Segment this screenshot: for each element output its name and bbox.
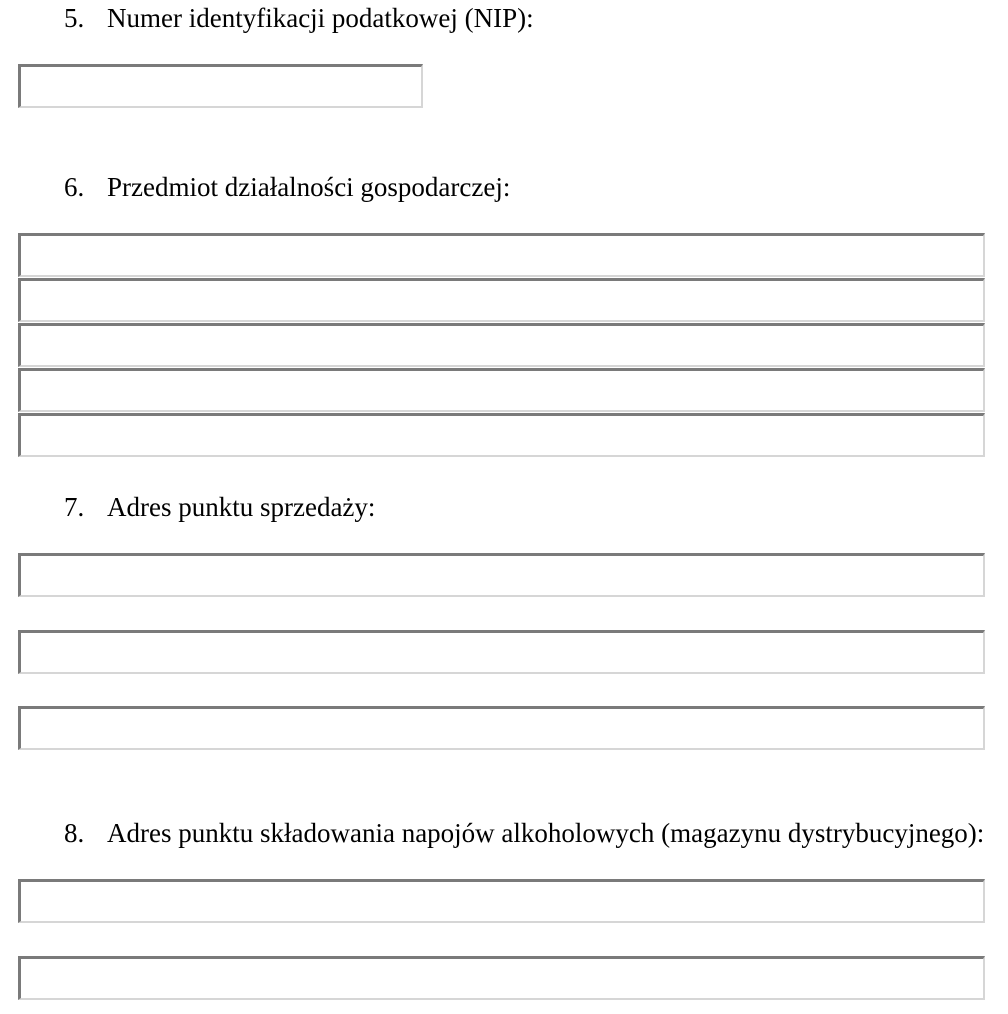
sales-point-address-field-1[interactable] — [18, 553, 985, 597]
section-6-number: 6. — [64, 172, 85, 202]
nip-field[interactable] — [18, 64, 423, 108]
section-7-label: Adres punktu sprzedaży: — [107, 492, 376, 522]
section-8-number: 8. — [64, 818, 85, 848]
sales-point-address-field-2[interactable] — [18, 630, 985, 674]
section-6-label: Przedmiot działalności gospodarczej: — [107, 172, 511, 202]
business-activity-field-4[interactable] — [18, 368, 985, 412]
section-5-number: 5. — [64, 3, 85, 33]
sales-point-address-field-3[interactable] — [18, 706, 985, 750]
business-activity-field-5[interactable] — [18, 413, 985, 457]
warehouse-address-field-2[interactable] — [18, 956, 985, 1000]
section-6-heading — [64, 171, 510, 203]
section-5-heading — [64, 2, 534, 34]
section-5-label: Numer identyfikacji podatkowej (NIP): — [107, 3, 534, 33]
business-activity-field-1[interactable] — [18, 233, 985, 277]
section-7-heading — [64, 491, 375, 523]
section-7-number: 7. — [64, 492, 85, 522]
section-8-label: Adres punktu składowania napojów alkoholowych (magazynu dystrybucyjnego): — [107, 818, 985, 848]
business-activity-field-2[interactable] — [18, 278, 985, 322]
business-activity-field-3[interactable] — [18, 323, 985, 367]
warehouse-address-field-1[interactable] — [18, 879, 985, 923]
section-8-heading — [64, 817, 984, 849]
